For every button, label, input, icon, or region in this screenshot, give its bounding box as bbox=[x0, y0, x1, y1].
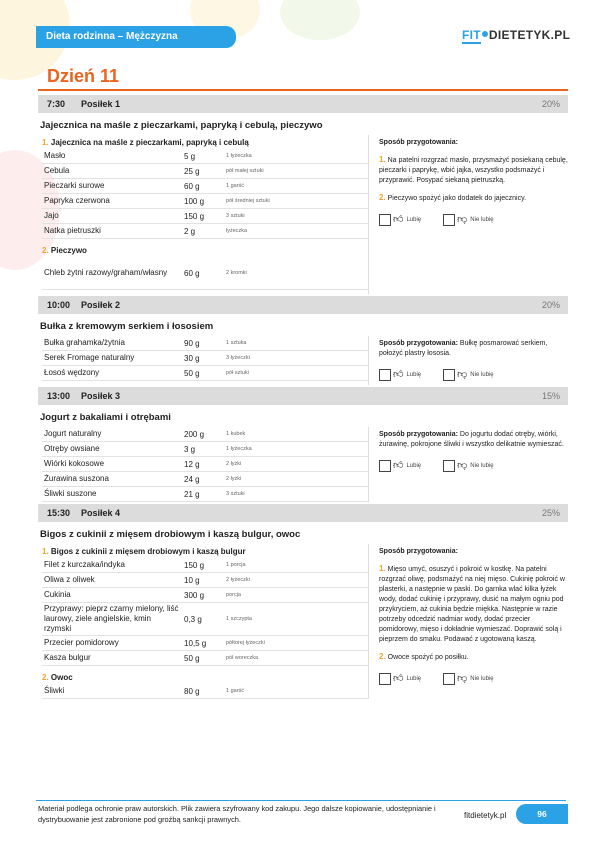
meal-section bbox=[38, 504, 568, 699]
like-label: Lubię bbox=[406, 463, 422, 469]
meal-percent: 15% bbox=[541, 391, 560, 401]
ingredient-row bbox=[42, 472, 368, 487]
preparation-heading: Sposób przygotowania: bbox=[379, 548, 458, 555]
meal-title: Jogurt z bakaliami i otrębami bbox=[40, 412, 171, 423]
ingredient-quantity: 10,5 g bbox=[182, 636, 224, 651]
meal-header-bar bbox=[38, 95, 568, 113]
ingredients-column bbox=[38, 135, 368, 294]
ingredient-household-measure: 2 łyżeczki bbox=[224, 573, 368, 588]
like-checkbox-icon[interactable] bbox=[379, 214, 391, 226]
recipe-name: Pieczywo bbox=[50, 246, 87, 255]
ingredient-name: Serek Fromage naturalny bbox=[42, 351, 182, 366]
dislike-checkbox-icon[interactable] bbox=[443, 673, 455, 685]
preparation-column bbox=[368, 135, 568, 294]
ingredient-household-measure: pół małej sztuki bbox=[224, 164, 368, 179]
ingredient-row bbox=[42, 336, 368, 351]
ingredient-quantity: 90 g bbox=[182, 336, 224, 351]
meal-percent: 20% bbox=[541, 300, 560, 310]
preparation-text bbox=[379, 138, 568, 148]
ingredient-name: Żurawina suszona bbox=[42, 472, 182, 487]
recipe-subtitle bbox=[42, 138, 368, 147]
ingredient-quantity: 25 g bbox=[182, 164, 224, 179]
meal-label: Posiłek 3 bbox=[81, 391, 121, 401]
preparation-step bbox=[379, 652, 568, 663]
ingredient-name: Chleb żytni razowy/graham/własny bbox=[42, 257, 182, 290]
ingredient-quantity: 150 g bbox=[182, 558, 224, 573]
ingredient-name: Jajo bbox=[42, 209, 182, 224]
meal-title: Bułka z kremowym serkiem i łososiem bbox=[40, 321, 214, 332]
ingredient-household-measure: łyżeczka bbox=[224, 224, 368, 239]
ingredient-household-measure: porcja bbox=[224, 588, 368, 603]
ingredient-household-measure: półtorej łyżeczki bbox=[224, 636, 368, 651]
thumbs-down-icon: 👎︎ bbox=[457, 460, 468, 471]
ingredient-row bbox=[42, 684, 368, 699]
ingredients-column bbox=[38, 427, 368, 502]
rating-row bbox=[379, 369, 568, 381]
meal-section bbox=[38, 387, 568, 502]
like-option[interactable] bbox=[379, 214, 421, 226]
dislike-checkbox-icon[interactable] bbox=[443, 460, 455, 472]
ingredient-quantity: 300 g bbox=[182, 588, 224, 603]
recipe-number: 1. bbox=[42, 547, 49, 556]
meal-body bbox=[38, 427, 568, 502]
preparation-heading: Sposób przygotowania: bbox=[379, 340, 458, 347]
ingredient-name: Przyprawy: pieprz czarny mielony, liść laurowy, ziele angielskie, kmin rzymski bbox=[42, 603, 182, 636]
step-text: Mięso umyć, osuszyć i pokroić w kostkę. Na patelni rozgrzać oliwę, podsmażyć na niej mięso. Cukinię pokroić w plasterki, a następnie w paski. Do garnka wlać kilka łyżek wody, dodać cukinię i przyprawy, dusić na małym ogniu pod przykryciem, aż cukinia będzie miękka. Następnie w razie potrzeby odcedzić nadmiar wody, dodać przecier pomidorowy, mięso i dokładnie wymieszać. Doprawić solą i pieprzem do smaku. Podawać z ugotowaną kaszą. bbox=[379, 566, 565, 643]
ingredient-table bbox=[42, 149, 368, 239]
meal-body bbox=[38, 336, 568, 385]
rating-row bbox=[379, 214, 568, 226]
meal-body bbox=[38, 135, 568, 294]
meal-time: 15:30 bbox=[47, 508, 71, 518]
like-option[interactable] bbox=[379, 673, 421, 685]
meal-time: 7:30 bbox=[47, 99, 66, 109]
step-number: 1. bbox=[379, 564, 386, 573]
ingredient-quantity: 200 g bbox=[182, 427, 224, 442]
background-fruit bbox=[280, 0, 360, 40]
ingredient-row bbox=[42, 457, 368, 472]
thumbs-up-icon: 👍︎ bbox=[393, 214, 404, 225]
preparation-step bbox=[379, 193, 568, 204]
meal-body bbox=[38, 544, 568, 699]
ingredient-row bbox=[42, 257, 368, 290]
ingredient-quantity: 0,3 g bbox=[182, 603, 224, 636]
ingredient-row bbox=[42, 209, 368, 224]
step-number: 1. bbox=[379, 155, 386, 164]
ingredient-table bbox=[42, 558, 368, 666]
fitdietetyk-logo: FIT DIETETYK.PL bbox=[462, 28, 571, 42]
ingredient-quantity: 60 g bbox=[182, 257, 224, 290]
ingredient-name: Przecier pomidorowy bbox=[42, 636, 182, 651]
recipe-name: Owoc bbox=[50, 673, 73, 682]
ingredient-quantity: 80 g bbox=[182, 684, 224, 699]
preparation-column bbox=[368, 544, 568, 699]
meal-section bbox=[38, 95, 568, 294]
ingredient-household-measure: 1 szczypta bbox=[224, 603, 368, 636]
ingredient-household-measure: 1 garść bbox=[224, 179, 368, 194]
dislike-label: Nie lubię bbox=[470, 463, 494, 469]
thumbs-down-icon: 👎︎ bbox=[457, 369, 468, 380]
dislike-label: Nie lubię bbox=[470, 372, 494, 378]
ingredient-quantity: 150 g bbox=[182, 209, 224, 224]
ingredient-name: Cukinia bbox=[42, 588, 182, 603]
dislike-option[interactable] bbox=[443, 214, 494, 226]
ingredient-quantity: 50 g bbox=[182, 366, 224, 381]
meal-header-bar bbox=[38, 504, 568, 522]
meal-percent: 25% bbox=[541, 508, 560, 518]
ingredient-row bbox=[42, 573, 368, 588]
dislike-checkbox-icon[interactable] bbox=[443, 369, 455, 381]
ingredient-quantity: 30 g bbox=[182, 351, 224, 366]
ingredient-row bbox=[42, 149, 368, 164]
meal-plan bbox=[38, 95, 568, 699]
preparation-text bbox=[379, 547, 568, 557]
ingredient-quantity: 2 g bbox=[182, 224, 224, 239]
ingredients-column bbox=[38, 544, 368, 699]
ingredient-row bbox=[42, 164, 368, 179]
ingredient-household-measure: 3 łyżeczki bbox=[224, 351, 368, 366]
ingredient-quantity: 5 g bbox=[182, 149, 224, 164]
recipe-name: Jajecznica na maśle z pieczarkami, papryką i cebulą bbox=[50, 138, 249, 147]
like-checkbox-icon[interactable] bbox=[379, 673, 391, 685]
page-number: 96 bbox=[516, 804, 568, 824]
ingredient-name: Wiórki kokosowe bbox=[42, 457, 182, 472]
ingredient-quantity: 50 g bbox=[182, 651, 224, 666]
thumbs-up-icon: 👍︎ bbox=[393, 460, 404, 471]
preparation-instructions: Do jogurtu dodać otręby, wiórki, żurawinę, pokrojone śliwki i wszystko delikatnie wymieszać. bbox=[379, 431, 564, 448]
ingredient-name: Kasza bulgur bbox=[42, 651, 182, 666]
recipe-number: 2. bbox=[42, 673, 49, 682]
document-tab-label: Dieta rodzinna – Mężczyzna bbox=[36, 26, 236, 48]
dislike-option[interactable] bbox=[443, 673, 494, 685]
preparation-text bbox=[379, 339, 568, 359]
like-option[interactable] bbox=[379, 369, 421, 381]
meal-header-bar bbox=[38, 387, 568, 405]
ingredient-household-measure: 3 sztuki bbox=[224, 209, 368, 224]
like-checkbox-icon[interactable] bbox=[379, 369, 391, 381]
step-number: 2. bbox=[379, 193, 386, 202]
footer-site-link[interactable]: fitdietetyk.pl bbox=[464, 811, 507, 820]
thumbs-down-icon: 👎︎ bbox=[457, 214, 468, 225]
ingredient-table bbox=[42, 257, 368, 290]
ingredient-quantity: 21 g bbox=[182, 487, 224, 502]
ingredient-quantity: 10 g bbox=[182, 573, 224, 588]
meal-time: 13:00 bbox=[47, 391, 71, 401]
dislike-label: Nie lubię bbox=[470, 217, 494, 223]
ingredient-table bbox=[42, 336, 368, 381]
dislike-checkbox-icon[interactable] bbox=[443, 214, 455, 226]
ingredient-row bbox=[42, 651, 368, 666]
ingredient-row bbox=[42, 194, 368, 209]
ingredient-row bbox=[42, 351, 368, 366]
ingredient-household-measure: 2 kromki bbox=[224, 257, 368, 290]
step-text: Owoce spożyć po posiłku. bbox=[387, 654, 469, 661]
ingredient-row bbox=[42, 366, 368, 381]
preparation-heading: Sposób przygotowania: bbox=[379, 431, 458, 438]
day-title: Dzień 11 bbox=[47, 66, 120, 86]
ingredient-row bbox=[42, 487, 368, 502]
ingredient-name: Śliwki bbox=[42, 684, 182, 699]
preparation-step bbox=[379, 564, 568, 645]
meal-percent: 20% bbox=[541, 99, 560, 109]
ingredient-row bbox=[42, 636, 368, 651]
ingredient-quantity: 60 g bbox=[182, 179, 224, 194]
ingredient-row bbox=[42, 603, 368, 636]
ingredient-name: Otręby owsiane bbox=[42, 442, 182, 457]
thumbs-down-icon: 👎︎ bbox=[457, 673, 468, 684]
ingredient-quantity: 12 g bbox=[182, 457, 224, 472]
preparation-column bbox=[368, 336, 568, 385]
meal-title: Jajecznica na maśle z pieczarkami, papryką i cebulą, pieczywo bbox=[40, 120, 323, 131]
like-option[interactable] bbox=[379, 460, 421, 472]
ingredient-household-measure: 1 łyżeczka bbox=[224, 149, 368, 164]
meal-section bbox=[38, 296, 568, 385]
ingredient-name: Bułka grahamka/żytnia bbox=[42, 336, 182, 351]
ingredient-name: Filet z kurczaka/indyka bbox=[42, 558, 182, 573]
meal-label: Posiłek 4 bbox=[81, 508, 121, 518]
footer-divider bbox=[36, 800, 566, 801]
day-title-rule bbox=[38, 89, 568, 91]
ingredient-row bbox=[42, 179, 368, 194]
ingredient-row bbox=[42, 224, 368, 239]
meal-label: Posiłek 2 bbox=[81, 300, 121, 310]
ingredient-name: Śliwki suszone bbox=[42, 487, 182, 502]
ingredient-name: Oliwa z oliwek bbox=[42, 573, 182, 588]
meal-label: Posiłek 1 bbox=[81, 99, 121, 109]
preparation-column bbox=[368, 427, 568, 502]
rating-row bbox=[379, 673, 568, 685]
ingredient-name: Łosoś wędzony bbox=[42, 366, 182, 381]
ingredient-household-measure: pół średniej sztuki bbox=[224, 194, 368, 209]
ingredient-table bbox=[42, 427, 368, 502]
ingredient-name: Natka pietruszki bbox=[42, 224, 182, 239]
ingredient-household-measure: 1 sztuka bbox=[224, 336, 368, 351]
ingredient-household-measure: 2 łyżki bbox=[224, 457, 368, 472]
ingredient-row bbox=[42, 588, 368, 603]
ingredient-row bbox=[42, 442, 368, 457]
ingredient-name: Jogurt naturalny bbox=[42, 427, 182, 442]
recipe-subtitle bbox=[42, 547, 368, 556]
step-text: Na patelni rozgrzać masło, przysmażyć posiekaną cebulę, pieczarki i paprykę, wbić jajka, wszystko podsmażyć i przyprawić. Posypać siekaną pietruszką. bbox=[379, 157, 568, 184]
preparation-step bbox=[379, 155, 568, 186]
ingredient-table bbox=[42, 684, 368, 699]
meal-time: 10:00 bbox=[47, 300, 71, 310]
ingredient-row bbox=[42, 427, 368, 442]
recipe-subtitle bbox=[42, 246, 368, 255]
thumbs-up-icon: 👍︎ bbox=[393, 673, 404, 684]
dislike-option[interactable] bbox=[443, 369, 494, 381]
dislike-label: Nie lubię bbox=[470, 676, 494, 682]
ingredient-name: Papryka czerwona bbox=[42, 194, 182, 209]
ingredient-household-measure: pół sztuki bbox=[224, 366, 368, 381]
recipe-number: 2. bbox=[42, 246, 49, 255]
ingredient-household-measure: 1 garść bbox=[224, 684, 368, 699]
recipe-name: Bigos z cukinii z mięsem drobiowym i kaszą bulgur bbox=[50, 547, 246, 556]
dislike-option[interactable] bbox=[443, 460, 494, 472]
recipe-subtitle bbox=[42, 673, 368, 682]
ingredient-household-measure: 1 łyżeczka bbox=[224, 442, 368, 457]
ingredient-household-measure: 3 sztuki bbox=[224, 487, 368, 502]
ingredient-quantity: 100 g bbox=[182, 194, 224, 209]
thumbs-up-icon: 👍︎ bbox=[393, 369, 404, 380]
ingredients-column bbox=[38, 336, 368, 385]
copyright-notice: Materiał podlega ochronie praw autorskich. Plik zawiera szyfrowany kod zakupu. Jego dalsze kopiowanie, udostępnianie i dystrybuowanie jest zabronione pod groźbą sankcji prawnych. bbox=[38, 804, 436, 824]
preparation-heading: Sposób przygotowania: bbox=[379, 139, 458, 146]
ingredient-household-measure: 1 porcja bbox=[224, 558, 368, 573]
ingredient-household-measure: pół woreczka bbox=[224, 651, 368, 666]
preparation-instructions: Bułkę posmarować serkiem, położyć plastry łososia. bbox=[379, 340, 548, 357]
like-label: Lubię bbox=[406, 217, 422, 223]
ingredient-quantity: 3 g bbox=[182, 442, 224, 457]
ingredient-name: Masło bbox=[42, 149, 182, 164]
ingredient-quantity: 24 g bbox=[182, 472, 224, 487]
preparation-text bbox=[379, 430, 568, 450]
meal-header-bar bbox=[38, 296, 568, 314]
rating-row bbox=[379, 460, 568, 472]
logo-dot-icon bbox=[482, 31, 488, 37]
recipe-number: 1. bbox=[42, 138, 49, 147]
ingredient-name: Cebula bbox=[42, 164, 182, 179]
ingredient-household-measure: 2 łyżki bbox=[224, 472, 368, 487]
ingredient-name: Pieczarki surowe bbox=[42, 179, 182, 194]
step-number: 2. bbox=[379, 652, 386, 661]
ingredient-row bbox=[42, 558, 368, 573]
ingredient-household-measure: 1 kubek bbox=[224, 427, 368, 442]
like-label: Lubię bbox=[406, 676, 422, 682]
step-text: Pieczywo spożyć jako dodatek do jajecznicy. bbox=[387, 195, 527, 202]
like-label: Lubię bbox=[406, 372, 422, 378]
like-checkbox-icon[interactable] bbox=[379, 460, 391, 472]
meal-title: Bigos z cukinii z mięsem drobiowym i kaszą bulgur, owoc bbox=[40, 529, 301, 540]
